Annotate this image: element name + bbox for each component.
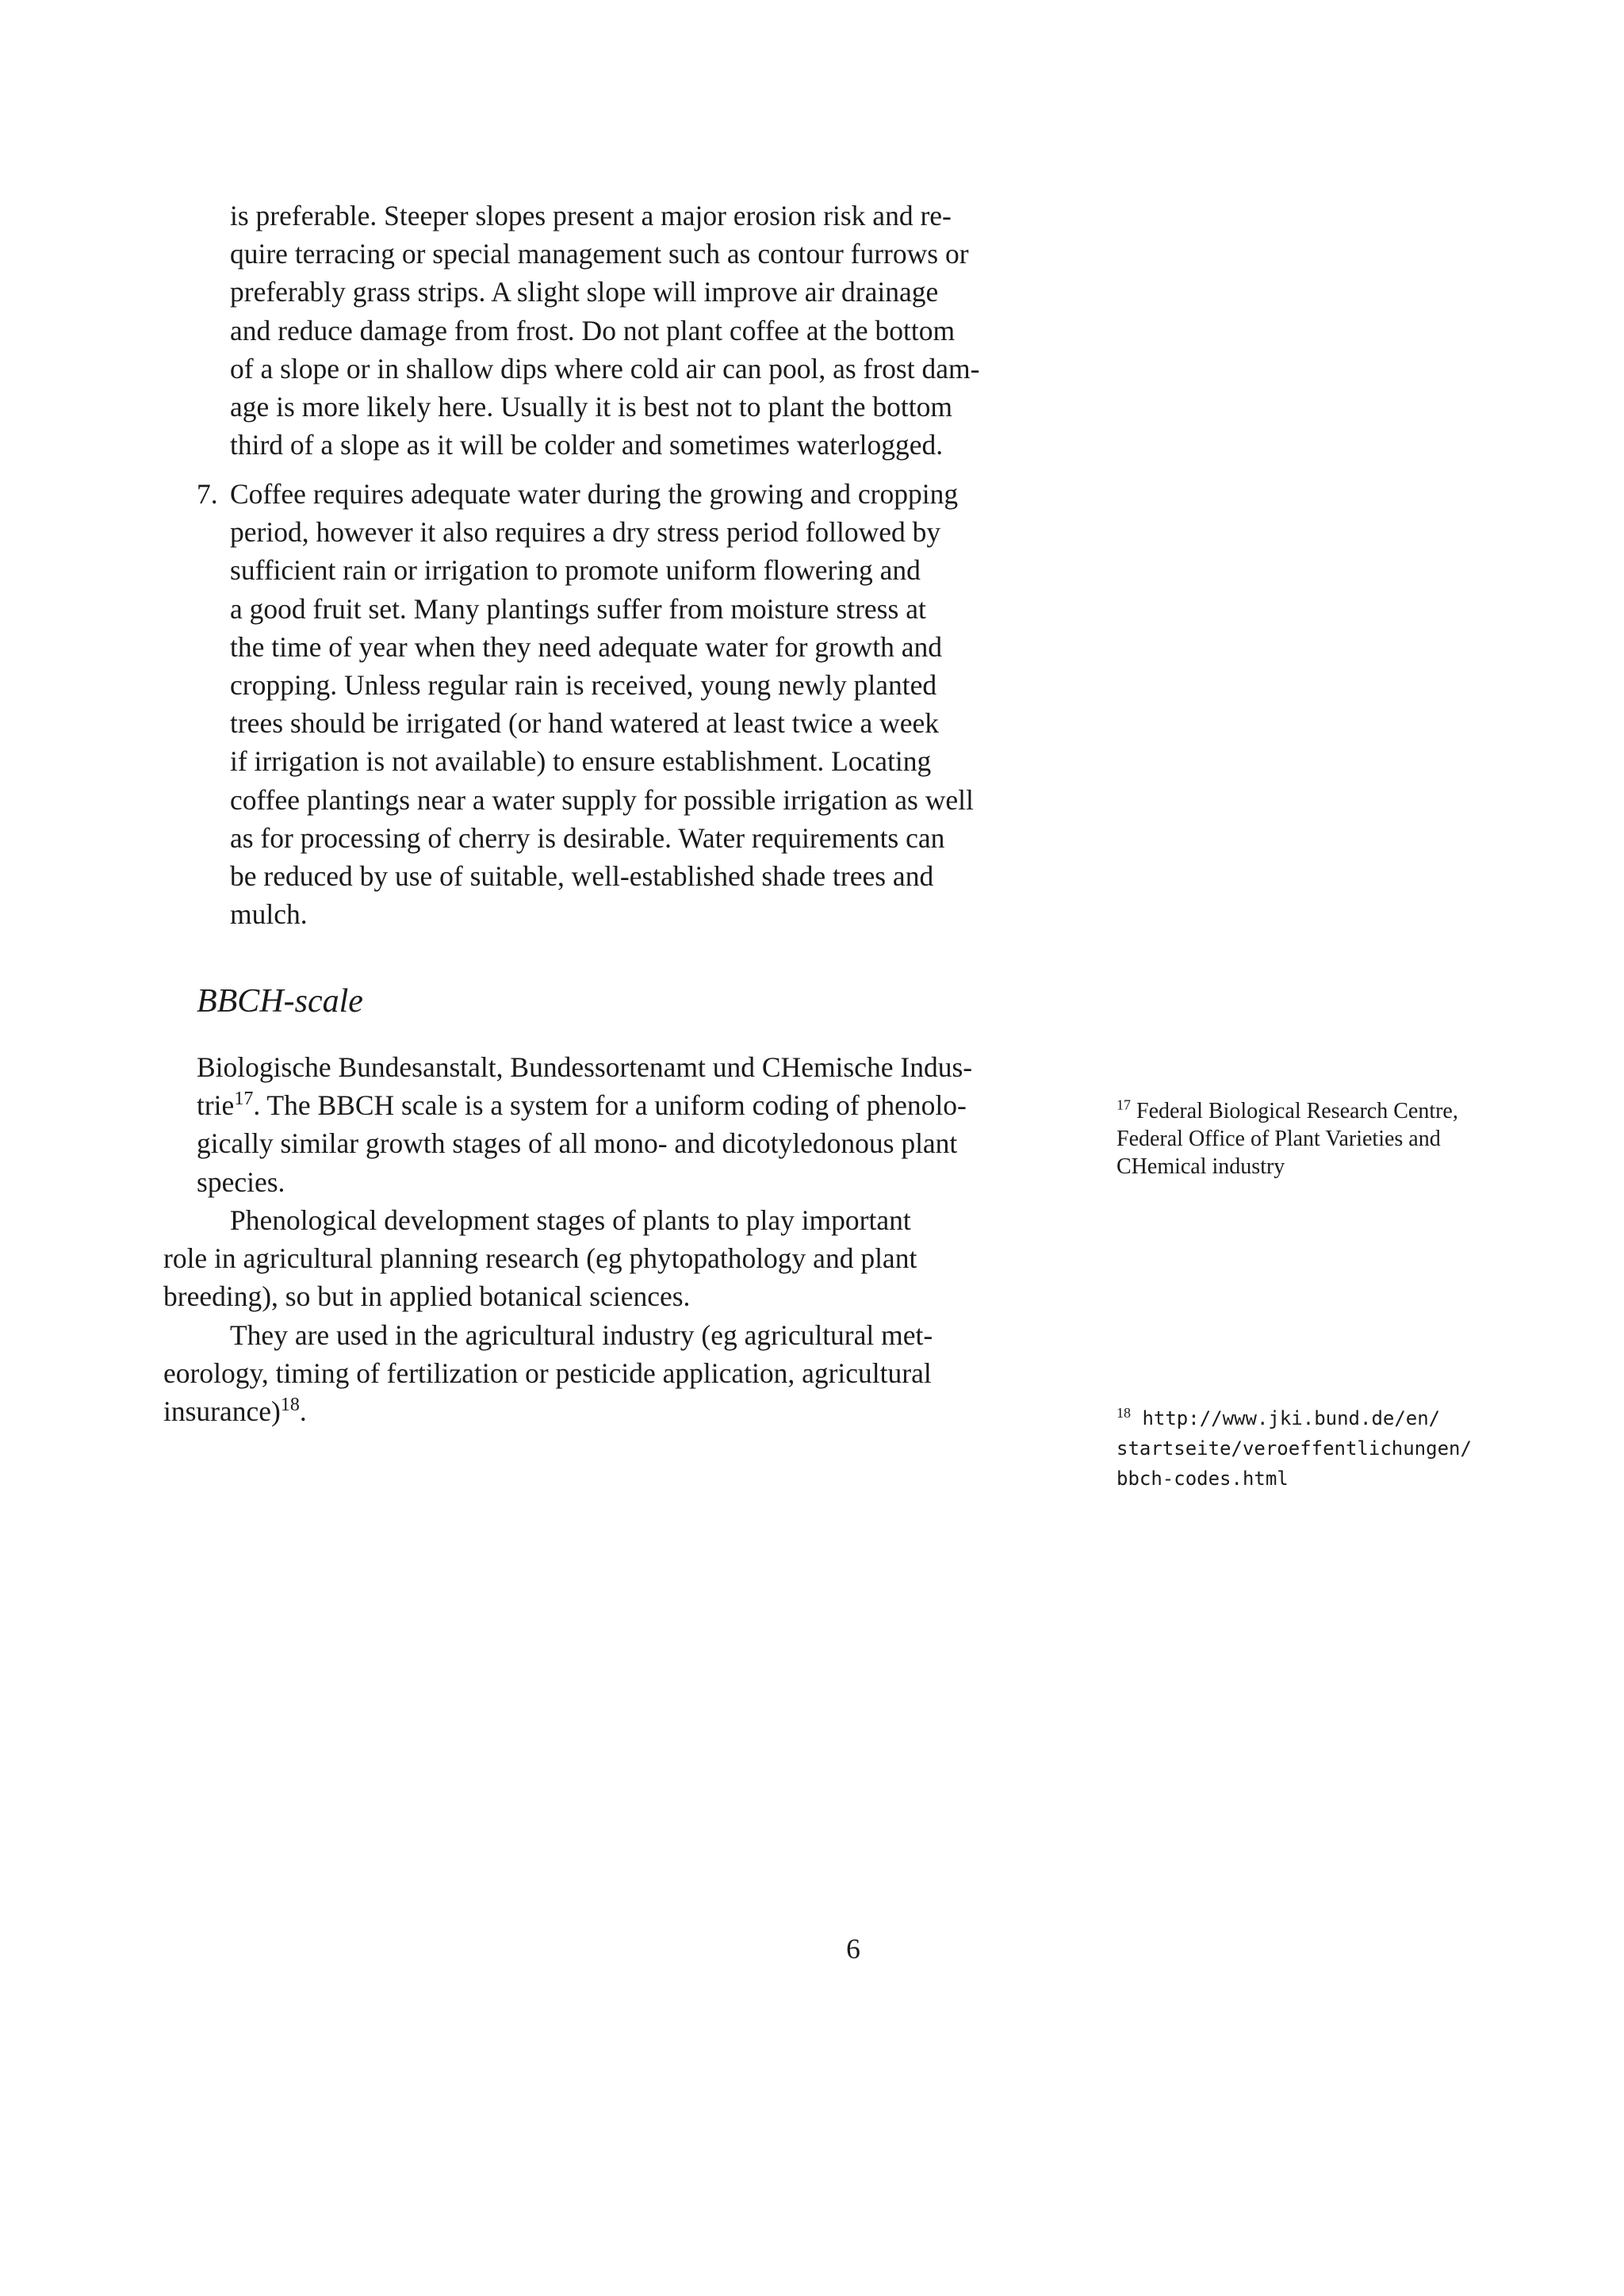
text-line <box>163 1395 307 1427</box>
text-line: Biologische Bundesanstalt, Bundessortenamt und CHemische Indus- <box>197 1051 973 1083</box>
text-line: mulch. <box>230 898 308 931</box>
text-segment: insurance) <box>163 1395 281 1428</box>
text-line: age is more likely here. Usually it is best not to plant the bottom <box>230 391 953 423</box>
url-segment[interactable]: http://www.jki.bund.de/en/ <box>1142 1407 1441 1429</box>
section-heading: BBCH-scale <box>197 983 363 1020</box>
text-line: Phenological development stages of plants to play important <box>230 1204 911 1236</box>
text-line: a good fruit set. Many plantings suffer from moisture stress at <box>230 592 926 625</box>
list-item-7 <box>197 475 1061 933</box>
text-line: third of a slope as it will be colder and sometimes waterlogged. <box>230 429 944 461</box>
text-segment: . <box>299 1395 307 1428</box>
text-line: species. <box>197 1165 285 1198</box>
url-segment[interactable]: bbch-codes.html <box>1116 1468 1289 1490</box>
list-item-body <box>230 475 1061 933</box>
text-line: period, however it also requires a dry stress period followed by <box>230 516 941 549</box>
text-line: CHemical industry <box>1116 1154 1285 1179</box>
paragraph-2 <box>163 1201 1061 1316</box>
url-segment[interactable]: startseite/veroeffentlichungen/ <box>1116 1437 1472 1460</box>
text-line: eorology, timing of fertilization or pesticide application, agricultural <box>163 1357 932 1390</box>
text-line <box>197 1086 1061 1124</box>
text-line: preferably grass strips. A slight slope will improve air drainage <box>230 276 939 308</box>
text-segment: . The BBCH scale is a system for a uniform coding of phenolo- <box>253 1089 967 1122</box>
text-line: the time of year when they need adequate water for growth and <box>230 630 942 663</box>
text-line: breeding), so but in applied botanical sciences. <box>163 1280 691 1313</box>
text-line: Federal Office of Plant Varieties and <box>1116 1127 1441 1151</box>
text-line: sufficient rain or irrigation to promote uniform flowering and <box>230 554 921 587</box>
text-line: cropping. Unless regular rain is received, young newly planted <box>230 669 937 702</box>
list-item-continuation <box>230 197 1061 464</box>
text-segment: trie <box>197 1089 235 1122</box>
footnote-ref-17: 17 <box>234 1089 254 1110</box>
sidenote-mark: 18 <box>1116 1405 1131 1421</box>
paragraph-1 <box>197 1048 1061 1201</box>
page-number: 6 <box>846 1933 860 1965</box>
text-line: and reduce damage from frost. Do not plant coffee at the bottom <box>230 314 956 346</box>
sidenote-17 <box>1116 1097 1513 1181</box>
text-line: trees should be irrigated (or hand watered at least twice a week <box>230 707 940 740</box>
text-line: role in agricultural planning research (eg phytopathology and plant <box>163 1242 917 1275</box>
text-line: be reduced by use of suitable, well-established shade trees and <box>230 860 934 893</box>
text-line <box>1116 1097 1513 1125</box>
text-line: of a slope or in shallow dips where cold air can pool, as frost dam- <box>230 352 980 385</box>
text-segment: Federal Biological Research Centre, <box>1136 1099 1458 1123</box>
paragraph-3 <box>163 1316 1061 1431</box>
sidenote-mark: 17 <box>1116 1096 1131 1113</box>
text-line: if irrigation is not available) to ensure establishment. Locating <box>230 745 932 778</box>
text-line: coffee plantings near a water supply for possible irrigation as well <box>230 783 974 816</box>
footnote-ref-18: 18 <box>280 1395 300 1416</box>
text-line: as for processing of cherry is desirable. Water requirements can <box>230 821 945 854</box>
sidenote-18 <box>1116 1403 1513 1494</box>
text-line <box>1116 1403 1513 1433</box>
list-item-number: 7. <box>197 478 218 510</box>
text-line: They are used in the agricultural industry (eg agricultural met- <box>230 1319 933 1351</box>
text-line: quire terracing or special management such as contour furrows or <box>230 238 969 270</box>
text-line: is preferable. Steeper slopes present a major erosion risk and re- <box>230 200 952 232</box>
text-line: gically similar growth stages of all mono- and dicotyledonous plant <box>197 1127 958 1160</box>
text-line: Coffee requires adequate water during the growing and cropping <box>230 478 959 510</box>
